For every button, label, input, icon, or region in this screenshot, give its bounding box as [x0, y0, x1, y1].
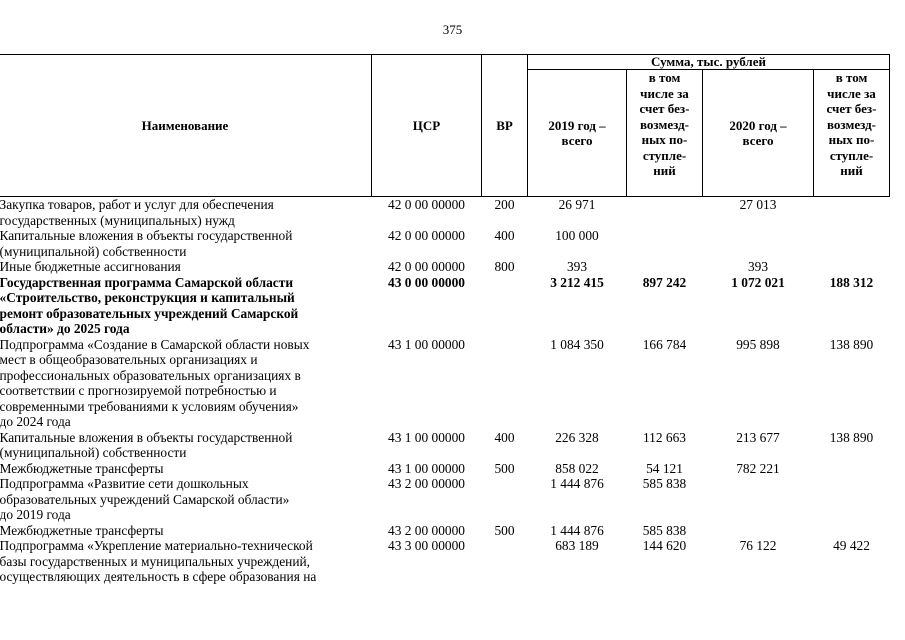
row-name-line: образовательных учреждений Самарской области» — [0, 491, 290, 507]
row-name — [0, 523, 372, 539]
row-name-line: мест в общеобразовательных организациях и — [0, 352, 258, 367]
header-line: в том — [648, 70, 681, 85]
row-csr: 43 2 00 00000 — [388, 522, 465, 538]
row-csr: 43 3 00 00000 — [388, 538, 465, 553]
row-2020-grants — [814, 523, 890, 539]
row-2020-grants — [814, 259, 890, 275]
table-row — [0, 476, 890, 523]
row-name — [0, 197, 372, 229]
row-2020-total — [703, 476, 814, 523]
header-2019-grants — [627, 70, 703, 197]
table-row — [0, 461, 890, 477]
header-line: 2020 год – — [729, 117, 787, 133]
row-2019-total: 1 444 876 — [550, 522, 604, 538]
row-vr — [482, 476, 528, 523]
row-csr: 42 0 00 00000 — [388, 197, 465, 212]
row-name-line: Подпрограмма «Укрепление материально-технической — [0, 538, 313, 553]
header-line: в том — [835, 70, 868, 85]
header-line: ступле- — [829, 147, 874, 163]
header-line: 2019 год – — [548, 117, 606, 133]
table-row — [0, 538, 890, 585]
header-line: возмезд- — [640, 116, 689, 132]
header-2019-total — [528, 70, 627, 197]
row-name-line: государственных (муниципальных) нужд — [0, 212, 235, 228]
row-name-line: базы государственных и муниципальных учреждений, — [0, 553, 310, 569]
row-name-line: до 2019 года — [0, 507, 71, 522]
row-2020-total: 782 221 — [736, 460, 780, 476]
header-name: Наименование — [0, 55, 372, 197]
table-row — [0, 523, 890, 539]
row-2020-grants: 188 312 — [829, 274, 874, 290]
table-body — [0, 197, 890, 585]
row-vr: 200 — [494, 197, 515, 212]
row-2020-grants: 138 890 — [829, 429, 874, 445]
row-2020-total: 1 072 021 — [731, 274, 785, 290]
row-name — [0, 430, 372, 461]
table-header — [0, 55, 890, 197]
row-name — [0, 337, 372, 430]
row-name-line: соответствии с прогнозируемой потребностью и — [0, 383, 277, 398]
row-2020-total: 27 013 — [739, 197, 777, 212]
row-name-line: осуществляющих деятельность в сфере образования на — [0, 569, 317, 584]
row-vr — [482, 337, 528, 430]
row-name-line: Капитальные вложения в объекты государственной — [0, 228, 293, 243]
row-vr: 800 — [494, 259, 515, 274]
budget-table — [0, 54, 890, 585]
row-name — [0, 259, 372, 275]
row-2020-grants: 49 422 — [833, 538, 870, 553]
row-2020-grants — [814, 461, 890, 477]
row-2020-grants — [814, 197, 890, 229]
header-line: ступле- — [642, 147, 687, 163]
row-2019-grants: 144 620 — [642, 538, 687, 553]
row-name-line: профессиональных образовательных организациях в — [0, 367, 301, 383]
row-2020-grants — [814, 228, 890, 259]
row-2019-total: 3 212 415 — [550, 274, 604, 290]
row-vr — [482, 538, 528, 585]
table-row — [0, 337, 890, 430]
row-name-line: «Строительство, реконструкция и капитальный — [0, 290, 295, 305]
row-name-line: Капитальные вложения в объекты государственной — [0, 429, 293, 445]
row-vr: 500 — [494, 460, 515, 476]
row-csr: 43 1 00 00000 — [388, 336, 465, 352]
header-line: ных по- — [828, 132, 875, 147]
row-2019-grants: 166 784 — [642, 336, 687, 352]
header-line: счет без- — [826, 101, 877, 116]
row-csr: 43 2 00 00000 — [388, 476, 465, 491]
row-csr: 42 0 00 00000 — [388, 259, 465, 274]
row-2019-grants: 54 121 — [646, 460, 683, 476]
row-name-line: Иные бюджетные ассигнования — [0, 259, 181, 274]
row-2020-total — [703, 523, 814, 539]
page-number: 375 — [442, 22, 463, 37]
table-row — [0, 275, 890, 337]
row-2019-total: 858 022 — [555, 460, 599, 476]
header-sum-group: Сумма, тыс. рублей — [528, 55, 890, 70]
row-name-line: современными требованиями к условиям обучения» — [0, 398, 299, 414]
row-2020-grants: 138 890 — [829, 336, 874, 352]
row-name-line: области» до 2025 года — [0, 321, 130, 336]
header-csr: ЦСР — [372, 55, 482, 197]
row-name — [0, 538, 372, 585]
row-name-line: Государственная программа Самарской области — [0, 274, 294, 290]
row-name-line: Подпрограмма «Создание в Самарской области новых — [0, 336, 310, 352]
row-2019-total: 393 — [566, 259, 588, 274]
row-name — [0, 476, 372, 523]
header-line: всего — [561, 133, 593, 148]
row-2020-total: 393 — [747, 259, 769, 274]
header-line: всего — [742, 133, 774, 148]
table-row — [0, 228, 890, 259]
row-2019-grants: 112 663 — [642, 429, 687, 445]
row-2019-total: 100 000 — [555, 228, 599, 243]
row-2019-grants — [627, 259, 703, 275]
row-csr: 43 1 00 00000 — [388, 429, 465, 445]
row-2019-grants: 897 242 — [642, 274, 687, 290]
row-name-line: (муниципальной) собственности — [0, 243, 187, 259]
row-csr: 43 1 00 00000 — [388, 460, 465, 476]
table-row — [0, 197, 890, 229]
row-vr — [482, 275, 528, 337]
row-2020-total: 995 898 — [736, 336, 780, 352]
header-line: числе за — [827, 85, 876, 101]
row-2019-total: 1 444 876 — [550, 476, 604, 491]
row-name-line: ремонт образовательных учреждений Самарской — [0, 305, 299, 321]
row-csr: 43 0 00 00000 — [388, 274, 465, 290]
row-2019-total: 226 328 — [555, 429, 599, 445]
row-2019-grants — [627, 228, 703, 259]
row-vr: 500 — [494, 522, 515, 538]
row-vr: 400 — [494, 429, 515, 445]
header-vr: ВР — [482, 55, 528, 197]
table-row — [0, 430, 890, 461]
row-name — [0, 228, 372, 259]
row-2019-grants: 585 838 — [642, 476, 687, 491]
header-line: ний — [653, 163, 676, 178]
row-2020-grants — [814, 476, 890, 523]
table-row — [0, 259, 890, 275]
row-name — [0, 461, 372, 477]
header-line: ний — [840, 163, 863, 178]
row-2020-total — [703, 228, 814, 259]
header-2020-grants — [814, 70, 890, 197]
header-line: счет без- — [639, 101, 690, 116]
header-line: возмезд- — [827, 116, 876, 132]
row-name-line: Подпрограмма «Развитие сети дошкольных — [0, 476, 249, 491]
row-vr: 400 — [494, 228, 515, 243]
row-2019-total: 683 189 — [555, 538, 599, 553]
row-2019-total: 1 084 350 — [550, 336, 604, 352]
row-2020-total: 76 122 — [739, 538, 777, 553]
header-2020-total — [703, 70, 814, 197]
row-name-line: Закупка товаров, работ и услуг для обеспечения — [0, 197, 274, 212]
row-name-line: до 2024 года — [0, 414, 71, 429]
row-csr: 42 0 00 00000 — [388, 228, 465, 243]
row-name-line: Межбюджетные трансферты — [0, 522, 164, 538]
row-2020-total: 213 677 — [736, 429, 780, 445]
row-name — [0, 275, 372, 337]
row-2019-grants: 585 838 — [642, 522, 687, 538]
row-name-line: Межбюджетные трансферты — [0, 460, 164, 476]
row-name-line: (муниципальной) собственности — [0, 445, 187, 460]
row-2019-total: 26 971 — [558, 197, 596, 212]
header-line: числе за — [640, 85, 689, 101]
header-line: ных по- — [641, 132, 688, 147]
row-2019-grants — [627, 197, 703, 229]
